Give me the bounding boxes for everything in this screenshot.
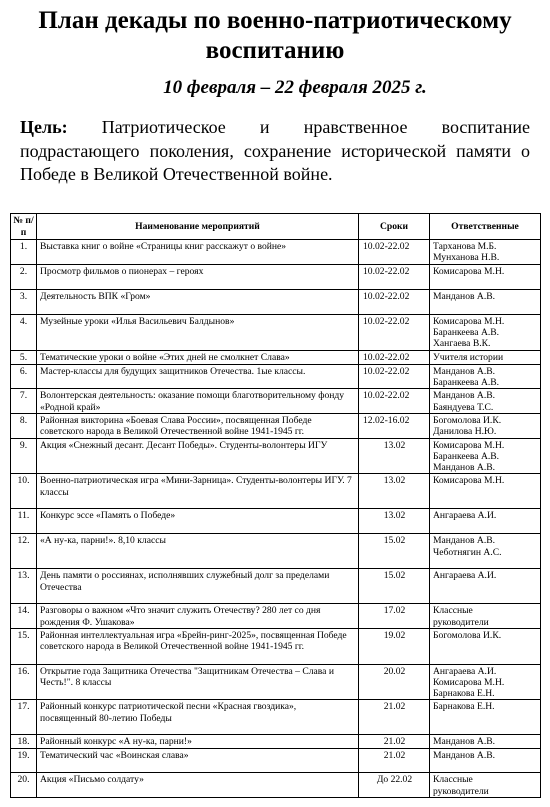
row-responsible: [430, 365, 541, 389]
row-term: 21.02: [359, 700, 430, 735]
goal-text: Патриотическое и нравственное воспитание подрастающего поколения, сохранение исторической памяти о Победе в Великой Отечественной войне.: [20, 117, 531, 184]
row-event: Волонтерская деятельность: оказание помощи благотворительному фонду «Родной край»: [37, 389, 359, 413]
responsible-person: Манданов А.В.: [433, 736, 496, 748]
row-number: 7.: [11, 389, 37, 413]
row-term: 19.02: [359, 628, 430, 664]
responsible-person: Комисарова М.Н.: [433, 475, 505, 487]
table-row: [11, 413, 541, 438]
row-event: Акция «Письмо солдату»: [37, 773, 359, 797]
row-responsible: [430, 604, 541, 628]
responsible-person: Тарханова М.Б.: [433, 241, 497, 252]
responsible-person: Манданов А.В.: [433, 462, 496, 474]
row-term: 10.02-22.02: [359, 290, 430, 315]
row-event: Выставка книг о войне «Страницы книг расскажут о войне»: [37, 240, 359, 265]
row-responsible: [430, 265, 541, 290]
row-term: 15.02: [359, 534, 430, 569]
row-event: Деятельность ВПК «Гром»: [37, 290, 359, 315]
row-term: 13.02: [359, 474, 430, 509]
row-number: 20.: [11, 773, 37, 797]
header-event: Наименование мероприятий: [37, 214, 359, 240]
row-term: 21.02: [359, 735, 430, 749]
row-event: Районная интеллектуальная игра «Брейн-ринг-2025», посвященная Победе советского народа в Великой Отечественной войне 1941-1945 гг.: [37, 628, 359, 664]
responsible-person: Баранкеева А.В.: [433, 377, 500, 389]
row-number: 4.: [11, 315, 37, 351]
goal-paragraph: [20, 116, 530, 187]
row-term: 15.02: [359, 569, 430, 604]
table-row: [11, 735, 541, 749]
row-number: 11.: [11, 509, 37, 534]
row-number: 8.: [11, 413, 37, 438]
row-event: Просмотр фильмов о пионерах – героях: [37, 265, 359, 290]
table-row: [11, 365, 541, 389]
responsible-person: Комисарова М.Н.: [433, 677, 505, 689]
responsible-person: руководители: [433, 785, 489, 797]
row-responsible: [430, 700, 541, 735]
row-event: Тематические уроки о войне «Этих дней не смолкнет Слава»: [37, 351, 359, 365]
responsible-person: Комисарова М.Н.: [433, 439, 505, 451]
row-event: Разговоры о важном «Что значит служить Отечеству? 280 лет со дня рождения Ф. Ушакова»: [37, 604, 359, 628]
goal-label: Цель:: [20, 117, 68, 137]
table-row: [11, 351, 541, 365]
row-responsible: [430, 389, 541, 413]
row-event: Открытие года Защитника Отечества "Защитникам Отечества – Слава и Честь!". 8 классы: [37, 664, 359, 700]
row-responsible: [430, 569, 541, 604]
responsible-person: Барнакова Е.Н.: [433, 701, 495, 713]
row-responsible: [430, 749, 541, 773]
responsible-person: Богомолова И.К.: [433, 629, 502, 641]
row-number: 5.: [11, 351, 37, 365]
header-number: № п/п: [11, 214, 37, 240]
row-number: 13.: [11, 569, 37, 604]
row-term: 12.02-16.02: [359, 413, 430, 438]
row-term: 10.02-22.02: [359, 240, 430, 265]
row-responsible: [430, 240, 541, 265]
row-responsible: [430, 474, 541, 509]
table-row: [11, 534, 541, 569]
row-number: 3.: [11, 290, 37, 315]
row-responsible: [430, 773, 541, 797]
table-row: [11, 315, 541, 351]
row-responsible: [430, 509, 541, 534]
table-row: [11, 438, 541, 474]
row-term: 10.02-22.02: [359, 365, 430, 389]
row-event: Акция «Снежный десант. Десант Победы». Студенты-волонтеры ИГУ: [37, 438, 359, 474]
table-row: [11, 773, 541, 797]
responsible-person: Учителя истории: [433, 352, 504, 363]
row-responsible: [430, 438, 541, 474]
responsible-person: Барнакова Е.Н.: [433, 688, 495, 700]
responsible-person: Мунханова Н.В.: [433, 252, 500, 264]
table-row: [11, 664, 541, 700]
row-number: 19.: [11, 749, 37, 773]
row-event: Районный конкурс патриотической песни «Красная гвоздика», посвященный 80-летию Победы: [37, 700, 359, 735]
row-responsible: [430, 351, 541, 365]
row-number: 17.: [11, 700, 37, 735]
row-term: 10.02-22.02: [359, 389, 430, 413]
row-number: 15.: [11, 628, 37, 664]
responsible-person: Комисарова М.Н.: [433, 316, 505, 327]
responsible-person: Классные: [433, 774, 473, 786]
row-number: 2.: [11, 265, 37, 290]
row-responsible: [430, 628, 541, 664]
row-number: 16.: [11, 664, 37, 700]
table-body: [11, 240, 541, 798]
responsible-person: Баранкеева А.В.: [433, 451, 500, 463]
responsible-person: Манданов А.В.: [433, 390, 496, 402]
row-number: 6.: [11, 365, 37, 389]
row-term: 10.02-22.02: [359, 351, 430, 365]
table-row: [11, 604, 541, 628]
row-responsible: [430, 534, 541, 569]
row-number: 10.: [11, 474, 37, 509]
table-row: [11, 509, 541, 534]
responsible-person: Чеботнягин А.С.: [433, 546, 502, 558]
table-row: [11, 628, 541, 664]
row-number: 18.: [11, 735, 37, 749]
responsible-person: Манданов А.В.: [433, 535, 496, 547]
row-term: 13.02: [359, 438, 430, 474]
row-term: 17.02: [359, 604, 430, 628]
table-row: [11, 240, 541, 265]
row-event: Районная викторина «Боевая Слава России», посвященная Победе советского народа в Великой Отечественной войне 1941-1945 гг.: [37, 413, 359, 438]
row-term: 13.02: [359, 509, 430, 534]
row-event: «А ну-ка, парни!». 8,10 классы: [37, 534, 359, 569]
row-number: 14.: [11, 604, 37, 628]
table-header-row: [11, 214, 541, 240]
responsible-person: Ангараева А.И.: [433, 665, 497, 677]
row-number: 1.: [11, 240, 37, 265]
row-event: Конкурс эссе «Память о Победе»: [37, 509, 359, 534]
responsible-person: Манданов А.В.: [433, 291, 496, 302]
row-term: 10.02-22.02: [359, 265, 430, 290]
row-responsible: [430, 413, 541, 438]
row-responsible: [430, 664, 541, 700]
row-responsible: [430, 735, 541, 749]
responsible-person: Ангараева А.И.: [433, 510, 497, 522]
document-title: План декады по военно-патриотическому воспитанию: [38, 7, 512, 64]
header-term: Сроки: [359, 214, 430, 240]
row-event: Районный конкурс «А ну-ка, парни!»: [37, 735, 359, 749]
row-term: До 22.02: [359, 773, 430, 797]
row-term: 20.02: [359, 664, 430, 700]
row-event: Военно-патриотическая игра «Мини-Зарница». Студенты-волонтеры ИГУ. 7 классы: [37, 474, 359, 509]
responsible-person: Данилова Н.Ю.: [433, 426, 497, 438]
responsible-person: Баяндуева Т.С.: [433, 401, 494, 413]
responsible-person: Баранкеева А.В.: [433, 327, 500, 339]
row-event: Тематический час «Воинская слава»: [37, 749, 359, 773]
row-event: День памяти о россиянах, исполнявших служебный долг за пределами Отечества: [37, 569, 359, 604]
table-row: [11, 474, 541, 509]
row-event: Музейные уроки «Илья Васильевич Балдынов»: [37, 315, 359, 351]
events-table: [10, 213, 541, 798]
row-number: 12.: [11, 534, 37, 569]
row-term: 10.02-22.02: [359, 315, 430, 351]
responsible-person: Комисарова М.Н.: [433, 266, 505, 277]
table-row: [11, 290, 541, 315]
row-number: 9.: [11, 438, 37, 474]
date-range: 10 февраля – 22 февраля 2025 г.: [163, 77, 427, 98]
responsible-person: Ангараева А.И.: [433, 570, 497, 582]
responsible-person: Манданов А.В.: [433, 750, 496, 762]
table-row: [11, 389, 541, 413]
responsible-person: Манданов А.В.: [433, 366, 496, 377]
responsible-person: Богомолова И.К.: [433, 414, 502, 426]
row-term: 21.02: [359, 749, 430, 773]
responsible-person: руководители: [433, 616, 489, 628]
header-responsible: Ответственные: [430, 214, 541, 240]
responsible-person: Хангаева В.К.: [433, 338, 491, 350]
row-responsible: [430, 290, 541, 315]
row-event: Мастер-классы для будущих защитников Отечества. 1ые классы.: [37, 365, 359, 389]
row-responsible: [430, 315, 541, 351]
table-row: [11, 749, 541, 773]
table-row: [11, 700, 541, 735]
responsible-person: Классные: [433, 605, 473, 617]
table-row: [11, 569, 541, 604]
table-row: [11, 265, 541, 290]
